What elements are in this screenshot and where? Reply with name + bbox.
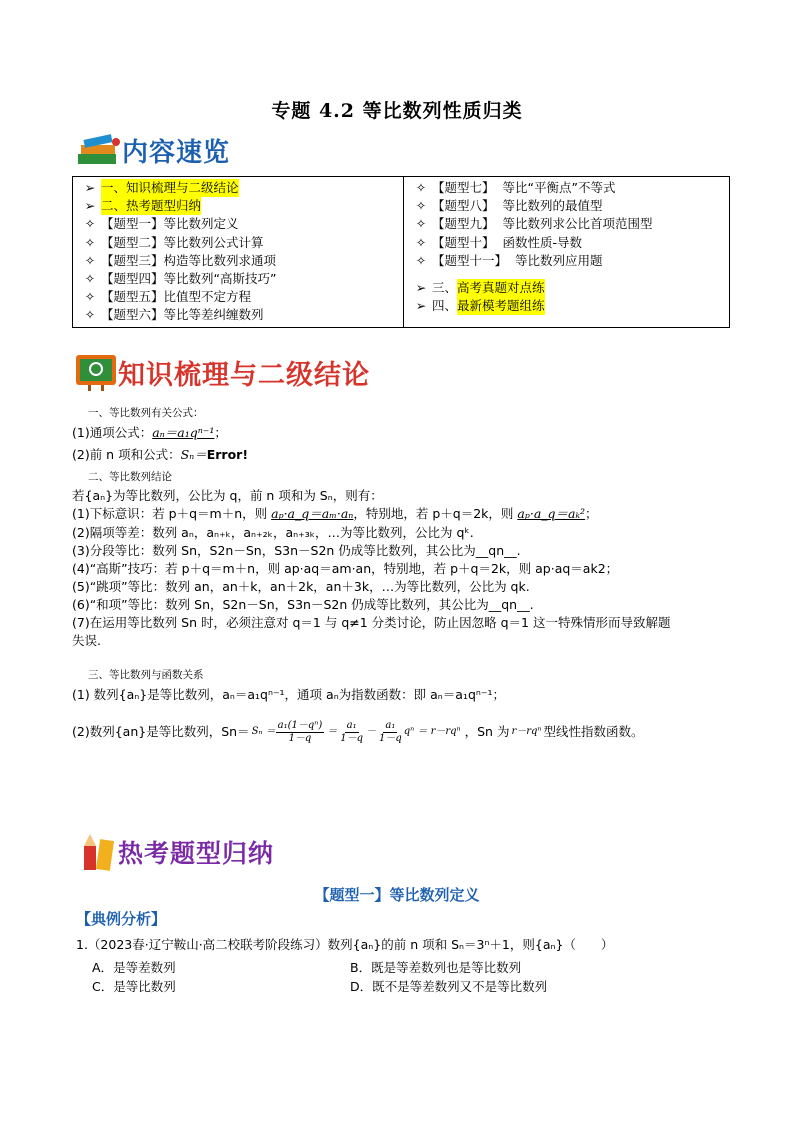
arrow-bullet-icon: ➢ <box>84 198 96 214</box>
option-c[interactable]: C．是等比数列 <box>92 979 176 994</box>
type-one-title: 【题型一】等比数列定义 <box>314 886 480 904</box>
diamond-bullet-icon: ✧ <box>84 307 96 323</box>
arrow-bullet-icon: ➢ <box>84 180 96 195</box>
knowledge-h3: 三、等比数列与函数关系 <box>88 669 204 681</box>
conclusion-intro: 若{aₙ}为等比数列，公比为 q，前 n 项和为 Sₙ，则有： <box>72 488 383 503</box>
toc-table <box>72 176 730 328</box>
arrow-bullet-icon: ➢ <box>415 280 427 296</box>
chalkboard-icon <box>74 352 118 392</box>
question-1: 1.（2023春·辽宁鞍山·高二校联考阶段练习）数列{aₙ}的前 n 项和 Sₙ＝3ⁿ＋1，则{aₙ}（ ） <box>76 937 614 952</box>
function-relation-2: (2)数列{an}是等比数列，Sn＝ Sₙ ＝ $\frac{\text{a₁(1－qⁿ)}}{1-q}$ ＝ $\frac{\text{a₁}}{1-q}$ － $\frac{\text{a₁}}{1-q}$ qⁿ ＝ r－rqⁿ ，Sn 为 r－rqⁿ 型线性指数函数。 <box>72 719 644 744</box>
toc-item[interactable]: ✧ 【题型二】等比数列公式计算 <box>79 234 397 252</box>
diamond-bullet-icon: ✧ <box>84 234 96 250</box>
knowledge-heading: 知识梳理与二级结论 <box>118 359 370 391</box>
toc-item[interactable]: ✧ 【题型十一】 等比数列应用题 <box>410 252 723 270</box>
toc-item[interactable]: ✧ 【题型七】 等比“平衡点”不等式 <box>410 179 723 197</box>
diamond-bullet-icon: ✧ <box>415 252 427 268</box>
knowledge-h2: 二、等比数列结论 <box>88 471 172 483</box>
toc-item[interactable]: ✧ 【题型八】 等比数列的最值型 <box>410 197 723 215</box>
general-term-formula: aₙ＝a₁qⁿ⁻¹ <box>152 425 215 440</box>
sum-formula-line: (2)前 n 项和公式：Sₙ＝Error! <box>72 447 249 462</box>
toc-right-column <box>404 177 730 328</box>
toc-item[interactable]: ✧ 【题型六】等比等差纠缠数列 <box>79 306 397 324</box>
toc-item[interactable]: ➢ 三、 高考真题对点练 <box>410 279 723 297</box>
conclusion-7-cont: 失误. <box>72 633 101 648</box>
conclusion-3: (3)分段等比：数列 Sn，S2n－Sn，S3n－S2n 仍成等比数列，其公比为__qn__. <box>72 543 521 558</box>
arrow-bullet-icon: ➢ <box>415 298 427 314</box>
toc-item[interactable]: ➢ 二、热考题型归纳 <box>79 197 397 215</box>
diamond-bullet-icon: ✧ <box>84 289 96 305</box>
conclusion-4: (4)“高斯”技巧：若 p＋q＝m＋n，则 ap·aq＝am·an，特别地，若 p＋q＝2k，则 ap·aq＝ak2； <box>72 561 619 576</box>
content-overview-heading: 内容速览 <box>122 138 231 168</box>
toc-left-column <box>73 177 404 328</box>
diamond-bullet-icon: ✧ <box>84 216 96 232</box>
conclusion-6: (6)“和项”等比：数列 Sn，S2n－Sn，S3n－S2n 仍成等比数列，其公比为__qn__. <box>72 597 534 612</box>
error-text: Error! <box>206 447 249 462</box>
toc-item[interactable]: ✧ 【题型五】比值型不定方程 <box>79 288 397 306</box>
option-b[interactable]: B．既是等差数列也是等比数列 <box>350 960 522 975</box>
hot-types-banner <box>80 832 274 872</box>
books-icon <box>76 134 122 168</box>
example-heading: 【典例分析】 <box>76 910 167 928</box>
conclusion-2: (2)隔项等差：数列 aₙ，aₙ₊ₖ，aₙ₊₂ₖ，aₙ₊₃ₖ，…为等比数列，公比为 qᵏ. <box>72 525 474 540</box>
knowledge-banner <box>74 352 370 392</box>
conclusion-5: (5)“跳项”等比：数列 an，an＋k，an＋2k，an＋3k，…为等比数列，公比为 qk. <box>72 579 530 594</box>
toc-item[interactable]: ✧ 【题型四】等比数列“高斯技巧” <box>79 270 397 288</box>
function-relation-1: (1) 数列{aₙ}是等比数列，aₙ＝a₁qⁿ⁻¹，通项 aₙ为指数函数：即 aₙ＝a₁qⁿ⁻¹； <box>72 687 505 702</box>
knowledge-h1: 一、等比数列有关公式： <box>88 407 204 419</box>
diamond-bullet-icon: ✧ <box>415 234 427 250</box>
option-a[interactable]: A．是等差数列 <box>92 960 176 975</box>
diamond-bullet-icon: ✧ <box>84 271 96 287</box>
conclusion-7: (7)在运用等比数列 Sn 时，必须注意对 q＝1 与 q≠1 分类讨论，防止因忽略 q＝1 这一特殊情形而导致解题 <box>72 615 671 630</box>
toc-item[interactable]: ✧ 【题型三】构造等比数列求通项 <box>79 252 397 270</box>
conclusion-1: (1)下标意识：若 p＋q＝m＋n，则 aₚ·a_q＝aₘ·aₙ，特别地，若 p＋q＝2k，则 aₚ·a_q＝aₖ²； <box>72 506 598 521</box>
toc-item[interactable]: ✧ 【题型十】 函数性质-导数 <box>410 234 723 252</box>
page-title: 专题 4.2 等比数列性质归类 <box>271 100 523 122</box>
content-overview-banner <box>76 132 230 169</box>
toc-item[interactable]: ➢ 一、知识梳理与二级结论 <box>79 179 397 197</box>
diamond-bullet-icon: ✧ <box>84 252 96 268</box>
toc-item[interactable]: ✧ 【题型九】 等比数列求公比首项范围型 <box>410 215 723 233</box>
general-term-line: (1)通项公式：aₙ＝a₁qⁿ⁻¹； <box>72 425 227 440</box>
diamond-bullet-icon: ✧ <box>415 180 427 195</box>
toc-item[interactable]: ✧ 【题型一】等比数列定义 <box>79 215 397 233</box>
option-d[interactable]: D．既不是等差数列又不是等比数列 <box>350 979 548 994</box>
sum-formula-image: Sₙ ＝ $\frac{\text{a₁(1－qⁿ)}}{1-q}$ ＝ $\frac{\text{a₁}}{1-q}$ － $\frac{\text{a₁}}{1-q}$ qⁿ ＝ r－rqⁿ <box>251 719 461 744</box>
toc-item[interactable]: ➢ 四、 最新模考题组练 <box>410 297 723 315</box>
diamond-bullet-icon: ✧ <box>415 216 427 232</box>
hot-types-heading: 热考题型归纳 <box>118 839 275 868</box>
diamond-bullet-icon: ✧ <box>415 198 427 214</box>
pencil-ruler-icon <box>80 832 118 872</box>
